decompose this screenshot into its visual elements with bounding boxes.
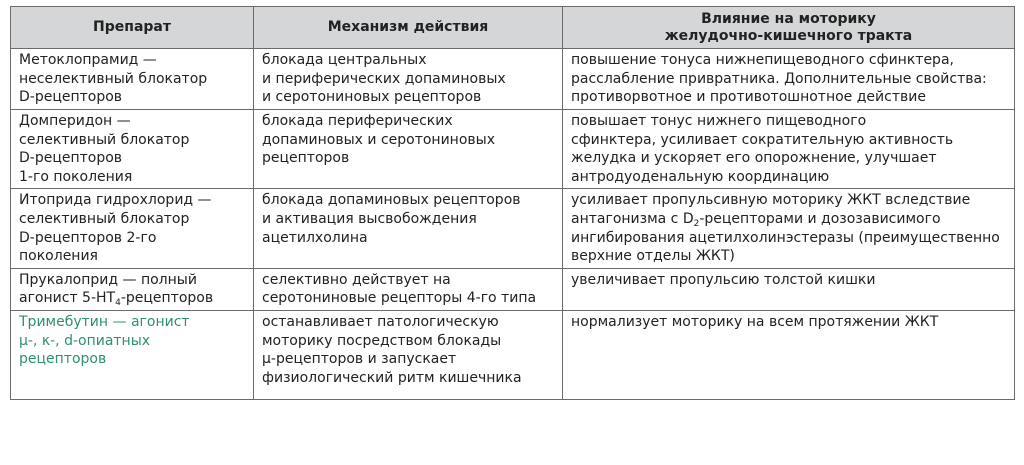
mechanism-cell: блокада периферических допаминовых и серотониновых рецепторов — [254, 110, 563, 189]
mechanism-cell: селективно действует на серотониновые рецепторы 4-го типа — [254, 268, 563, 310]
header-drug: Препарат — [11, 7, 254, 49]
effect-cell: повышает тонус нижнего пищеводного сфинктера, усиливает сократительную активность желудка и ускоряет его опорожнение, улучшает антродуоденальную координацию — [563, 110, 1015, 189]
mechanism-cell: блокада допаминовых рецепторов и активация высвобождения ацетилхолина — [254, 189, 563, 268]
drug-cell: Прукалоприд — полный агонист $5-НТ_4$-рецепторов — [11, 268, 254, 310]
table-row — [11, 49, 1015, 110]
header-effect: Влияние на моторику желудочно-кишечного тракта — [563, 7, 1015, 49]
drug-cell: Метоклопрамид — неселективный блокатор D-рецепторов — [11, 49, 254, 110]
effect-cell: усиливает пропульсивную моторику ЖКТ вследствие антагонизма с $D_2$-рецепторами и дозозависимого ингибирования ацетилхолинэстеразы (преимущественно верхние отделы ЖКТ) — [563, 189, 1015, 268]
table-header-row — [11, 7, 1015, 49]
header-mechanism: Механизм действия — [254, 7, 563, 49]
drug-cell: Домперидон — селективный блокатор D-рецепторов 1-го поколения — [11, 110, 254, 189]
effect-cell: нормализует моторику на всем протяжении ЖКТ — [563, 310, 1015, 399]
mechanism-cell: останавливает патологическую моторику посредством блокады μ-рецепторов и запускает физиологический ритм кишечника — [254, 310, 563, 399]
table-row — [11, 189, 1015, 268]
table-row — [11, 310, 1015, 399]
drug-cell: Тримебутин — агонист μ-, κ-, d-опиатных рецепторов — [11, 310, 254, 399]
drug-cell: Итоприда гидрохлорид — селективный блокатор D-рецепторов 2-го поколения — [11, 189, 254, 268]
drug-table-container — [10, 6, 1014, 400]
effect-cell: увеличивает пропульсию толстой кишки — [563, 268, 1015, 310]
effect-cell: повышение тонуса нижнепищеводного сфинктера, расслабление привратника. Дополнительные свойства: противорвотное и противотошнотное действие — [563, 49, 1015, 110]
table-row — [11, 268, 1015, 310]
mechanism-cell: блокада центральных и периферических допаминовых и серотониновых рецепторов — [254, 49, 563, 110]
table-row — [11, 110, 1015, 189]
drug-table — [10, 6, 1015, 400]
